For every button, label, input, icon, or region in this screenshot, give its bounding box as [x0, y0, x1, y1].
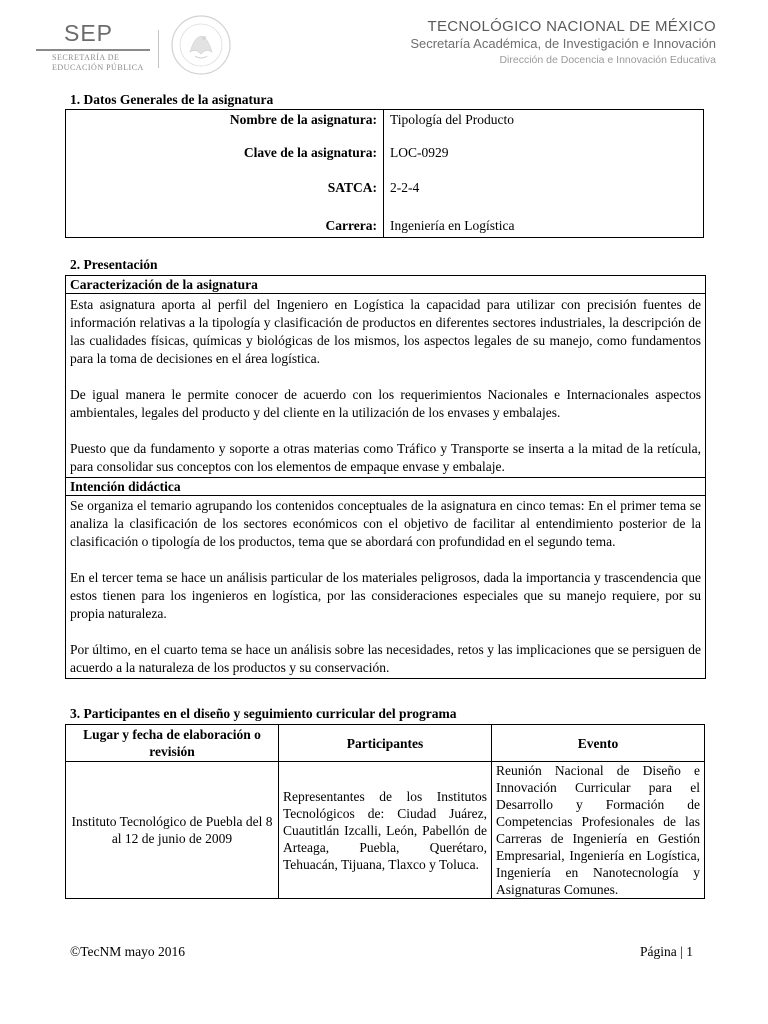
participants-table	[65, 724, 705, 899]
paragraph: De igual manera le permite conocer de acuerdo con los requerimientos Nacionales e Internacionales aspectos ambientales, legales del producto y del cliente en la utilización de los envases y embalajes.	[70, 387, 701, 420]
general-value: LOC-0929	[390, 144, 449, 160]
presentation-box	[65, 275, 706, 679]
general-label: Nombre de la asignatura:	[66, 110, 384, 143]
cell-evento: Reunión Nacional de Diseño e Innovación Curricular para el Desarrollo y Formación de Competencias Profesionales de las Carreras de Ingeniería en Gestión Empresarial, Ingeniería en Logística, Ingeniería en Nanotecnología y Asignaturas Comunes.	[492, 762, 705, 899]
sep-subtitle-line1: SECRETARÍA DE	[52, 53, 120, 62]
header-evento: Evento	[492, 725, 705, 762]
section1-title: 1. Datos Generales de la asignatura	[70, 92, 274, 107]
intencion-heading: Intención didáctica	[66, 477, 705, 496]
intencion-text	[66, 496, 705, 678]
sep-logo-text: SEP	[64, 20, 114, 46]
sep-logo-rule	[36, 49, 150, 51]
table-header-row	[66, 725, 705, 762]
general-label: SATCA:	[66, 178, 384, 214]
mexican-coat-of-arms-seal-icon	[170, 14, 232, 76]
footer-copyright: ©TecNM mayo 2016	[70, 944, 186, 959]
general-row	[66, 110, 704, 143]
general-label: Carrera:	[66, 214, 384, 238]
general-row	[66, 143, 704, 178]
institution-name: TECNOLÓGICO NACIONAL DE MÉXICO	[427, 18, 716, 35]
caracterizacion-heading: Caracterización de la asignatura	[66, 276, 705, 294]
general-value: 2-2-4	[390, 179, 420, 195]
general-value: Tipología del Producto	[390, 112, 515, 127]
paragraph: Esta asignatura aporta al perfil del Ingeniero en Logística la capacidad para utilizar con precisión fuentes de información relativas a la tipología y clasificación de productos en diferentes sectores industriales, la descripción de las cualidades físicas, químicas y biológicas de los mismos, los aspectos legales de su manejo, como fundamentos para la toma de decisiones en el área logística.	[70, 297, 701, 366]
cell-lugar: Instituto Tecnológico de Puebla del 8 al 12 de junio de 2009	[66, 762, 279, 899]
table-row	[66, 762, 705, 899]
sep-logo	[34, 18, 154, 76]
header-participantes: Participantes	[279, 725, 492, 762]
general-row	[66, 178, 704, 214]
section2-title: 2. Presentación	[70, 257, 158, 272]
sep-subtitle-line2: EDUCACIÓN PÚBLICA	[52, 63, 144, 72]
caracterizacion-text	[66, 294, 705, 477]
general-data-table	[65, 109, 704, 238]
general-value: Ingeniería en Logística	[390, 218, 515, 233]
paragraph: Por último, en el cuarto tema se hace un análisis sobre las necesidades, retos y las implicaciones que se persiguen de acuerdo a la naturaleza de los productos y su conservación.	[70, 642, 701, 675]
paragraph: En el tercer tema se hace un análisis particular de los materiales peligrosos, dada la importancia y trascendencia que estos tienen para los ingenieros en logística, por las consideraciones especiales que su manejo requiere, por su propia naturaleza.	[70, 570, 701, 621]
paragraph: Puesto que da fundamento y soporte a otras materias como Tráfico y Transporte se inserta a la mitad de la retícula, para consolidar sus conceptos con los elementos de empaque envase y embalaje.	[70, 441, 701, 474]
cell-participantes: Representantes de los Institutos Tecnológicos de: Ciudad Juárez, Cuautitlán Izcalli, León, Pabellón de Arteaga, Puebla, Querétaro, Tehuacán, Tijuana, Tlaxco y Toluca.	[279, 762, 492, 899]
institution-header	[410, 18, 716, 66]
general-label: Clave de la asignatura:	[66, 143, 384, 178]
header-lugar: Lugar y fecha de elaboración o revisión	[66, 725, 279, 762]
institution-direction: Dirección de Docencia e Innovación Educativa	[499, 54, 716, 66]
section3-title: 3. Participantes en el diseño y seguimiento curricular del programa	[70, 706, 457, 721]
paragraph: Se organiza el temario agrupando los contenidos conceptuales de la asignatura en cinco temas: En el primer tema se analiza la clasificación de los sectores económicos con el objetivo de facilitar al entendimiento posterior de la clasificación o tipología de los productos, tema que se abordará con profundidad en el segundo tema.	[70, 498, 701, 549]
footer-page-number: Página | 1	[640, 944, 693, 959]
institution-secretariat: Secretaría Académica, de Investigación e Innovación	[410, 36, 716, 51]
general-row	[66, 214, 704, 238]
header-divider	[158, 30, 159, 68]
